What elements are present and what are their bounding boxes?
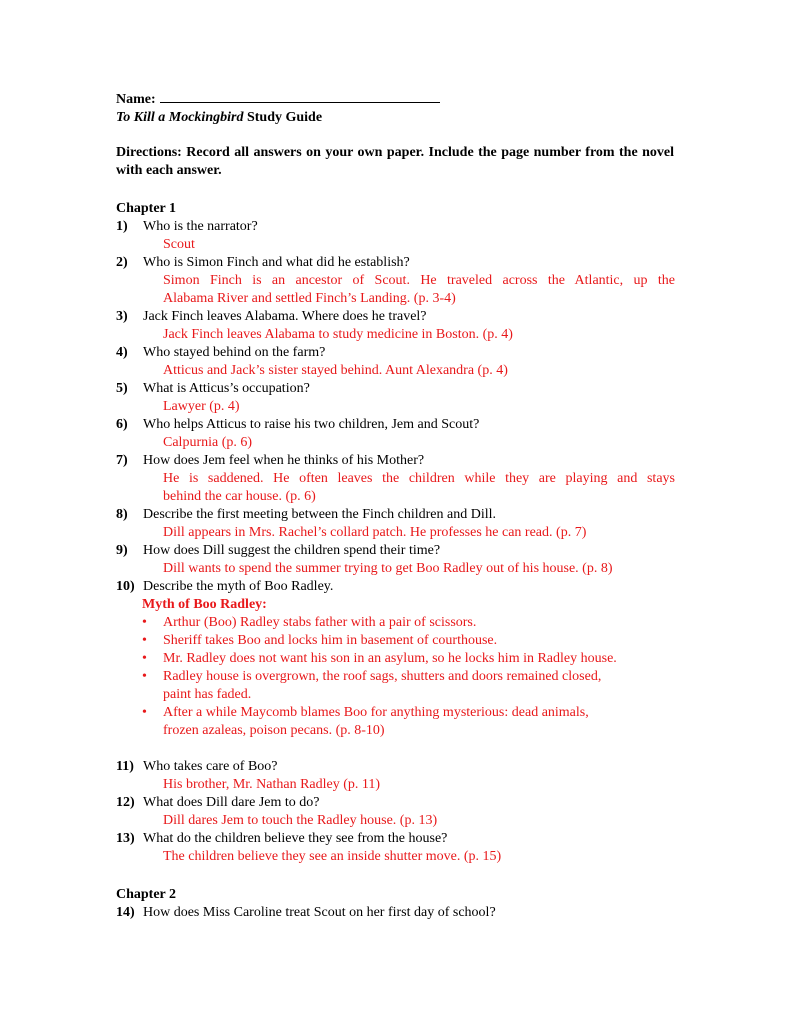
myth-bullets (142, 614, 642, 740)
answer-line: Alabama River and settled Finch’s Landing. (p. 3-4) (163, 291, 456, 306)
answer-line: Scout (163, 237, 195, 252)
question-text: Who is Simon Finch and what did he establish? (143, 255, 410, 270)
name-label: Name: (116, 92, 156, 107)
question-2 (116, 254, 676, 272)
question-number: 4) (116, 345, 128, 360)
question-text: How does Dill suggest the children spend their time? (143, 543, 441, 558)
question-text: How does Jem feel when he thinks of his Mother? (143, 453, 425, 468)
question-7 (116, 452, 676, 470)
myth-bullet-text: After a while Maycomb blames Boo for anything mysterious: dead animals, (163, 705, 589, 720)
answer-line: Dill appears in Mrs. Rachel’s collard patch. He professes he can read. (p. 7) (163, 525, 587, 540)
chapter-1-questions (116, 218, 676, 578)
question-number: 6) (116, 417, 128, 432)
myth-bullet-continuation (142, 686, 642, 704)
bullet-icon (142, 722, 163, 740)
question-14 (116, 904, 676, 922)
myth-bullet (142, 650, 642, 668)
bullet-icon: • (142, 615, 147, 630)
question-number: 11) (116, 759, 134, 774)
question-text: Describe the first meeting between the Finch children and Dill. (143, 507, 497, 522)
name-line (116, 90, 676, 109)
question-text: What does Dill dare Jem to do? (143, 795, 320, 810)
question-text: Who is the narrator? (143, 219, 258, 234)
question-number: 8) (116, 507, 128, 522)
question-text: Who takes care of Boo? (143, 759, 278, 774)
study-guide-page (116, 90, 676, 922)
answer-line: The children believe they see an inside shutter move. (p. 15) (163, 849, 502, 864)
myth-bullet-text: Arthur (Boo) Radley stabs father with a pair of scissors. (163, 615, 477, 630)
bullet-icon (142, 686, 163, 704)
question-number: 13) (116, 831, 135, 846)
myth-heading: Myth of Boo Radley: (142, 597, 267, 612)
myth-bullet-text: Sheriff takes Boo and locks him in basement of courthouse. (163, 633, 498, 648)
question-number: 9) (116, 543, 128, 558)
question-number: 1) (116, 219, 128, 234)
bullet-icon: • (142, 669, 147, 684)
book-title: To Kill a Mockingbird (116, 110, 244, 125)
myth-bullet (142, 632, 642, 650)
answer-line: Dill wants to spend the summer trying to get Boo Radley out of his house. (p. 8) (163, 561, 613, 576)
question-number: 7) (116, 453, 128, 468)
question-6 (116, 416, 676, 434)
answer-line: He is saddened. He often leaves the children while they are playing and stays (163, 471, 675, 486)
question-number: 5) (116, 381, 128, 396)
question-text: Describe the myth of Boo Radley. (143, 579, 334, 594)
question-9 (116, 542, 676, 560)
name-blank (160, 90, 440, 103)
bullet-icon: • (142, 705, 147, 720)
question-number: 3) (116, 309, 128, 324)
answer-line: Dill dares Jem to touch the Radley house. (p. 13) (163, 813, 438, 828)
title-suffix: Study Guide (243, 110, 323, 125)
bullet-icon: • (142, 633, 147, 648)
question-text: Jack Finch leaves Alabama. Where does he travel? (143, 309, 427, 324)
page-title (116, 109, 676, 127)
question-11 (116, 758, 676, 776)
question-text: How does Miss Caroline treat Scout on her first day of school? (143, 905, 496, 920)
chapter-1-questions-continued (116, 758, 676, 866)
question-4 (116, 344, 676, 362)
myth-bullet-text: frozen azaleas, poison pecans. (p. 8-10) (163, 723, 385, 738)
question-3 (116, 308, 676, 326)
myth-bullet-text: Radley house is overgrown, the roof sags, shutters and doors remained closed, (163, 669, 602, 684)
myth-bullet (142, 614, 642, 632)
question-text: What do the children believe they see from the house? (143, 831, 448, 846)
question-12 (116, 794, 676, 812)
chapter-2-questions (116, 904, 676, 922)
question-text: Who stayed behind on the farm? (143, 345, 326, 360)
myth-bullet-text: Mr. Radley does not want his son in an asylum, so he locks him in Radley house. (163, 651, 617, 666)
question-number: 12) (116, 795, 135, 810)
question-1 (116, 218, 676, 236)
answer-line: behind the car house. (p. 6) (163, 489, 316, 504)
answer-line: Jack Finch leaves Alabama to study medicine in Boston. (p. 4) (163, 327, 513, 342)
question-5 (116, 380, 676, 398)
bullet-icon: • (142, 651, 147, 666)
question-number: 14) (116, 905, 135, 920)
chapter-2-heading: Chapter 2 (116, 887, 177, 902)
question-13 (116, 830, 676, 848)
question-8 (116, 506, 676, 524)
answer-line: Calpurnia (p. 6) (163, 435, 253, 450)
question-number: 10) (116, 579, 135, 594)
directions: Directions: Record all answers on your own paper. Include the page number from the novel with each answer. (116, 145, 674, 178)
answer-line: Atticus and Jack’s sister stayed behind. Aunt Alexandra (p. 4) (163, 363, 508, 378)
question-text: What is Atticus’s occupation? (143, 381, 310, 396)
myth-bullet (142, 668, 642, 686)
answer-line: Lawyer (p. 4) (163, 399, 240, 414)
answer-line: Simon Finch is an ancestor of Scout. He traveled across the Atlantic, up the (163, 273, 675, 288)
question-10 (116, 578, 676, 596)
myth-bullet (142, 704, 642, 722)
myth-bullet-continuation (142, 722, 642, 740)
question-text: Who helps Atticus to raise his two children, Jem and Scout? (143, 417, 480, 432)
question-number: 2) (116, 255, 128, 270)
chapter-1-heading: Chapter 1 (116, 201, 177, 216)
myth-bullet-text: paint has faded. (163, 687, 252, 702)
answer-line: His brother, Mr. Nathan Radley (p. 11) (163, 777, 381, 792)
